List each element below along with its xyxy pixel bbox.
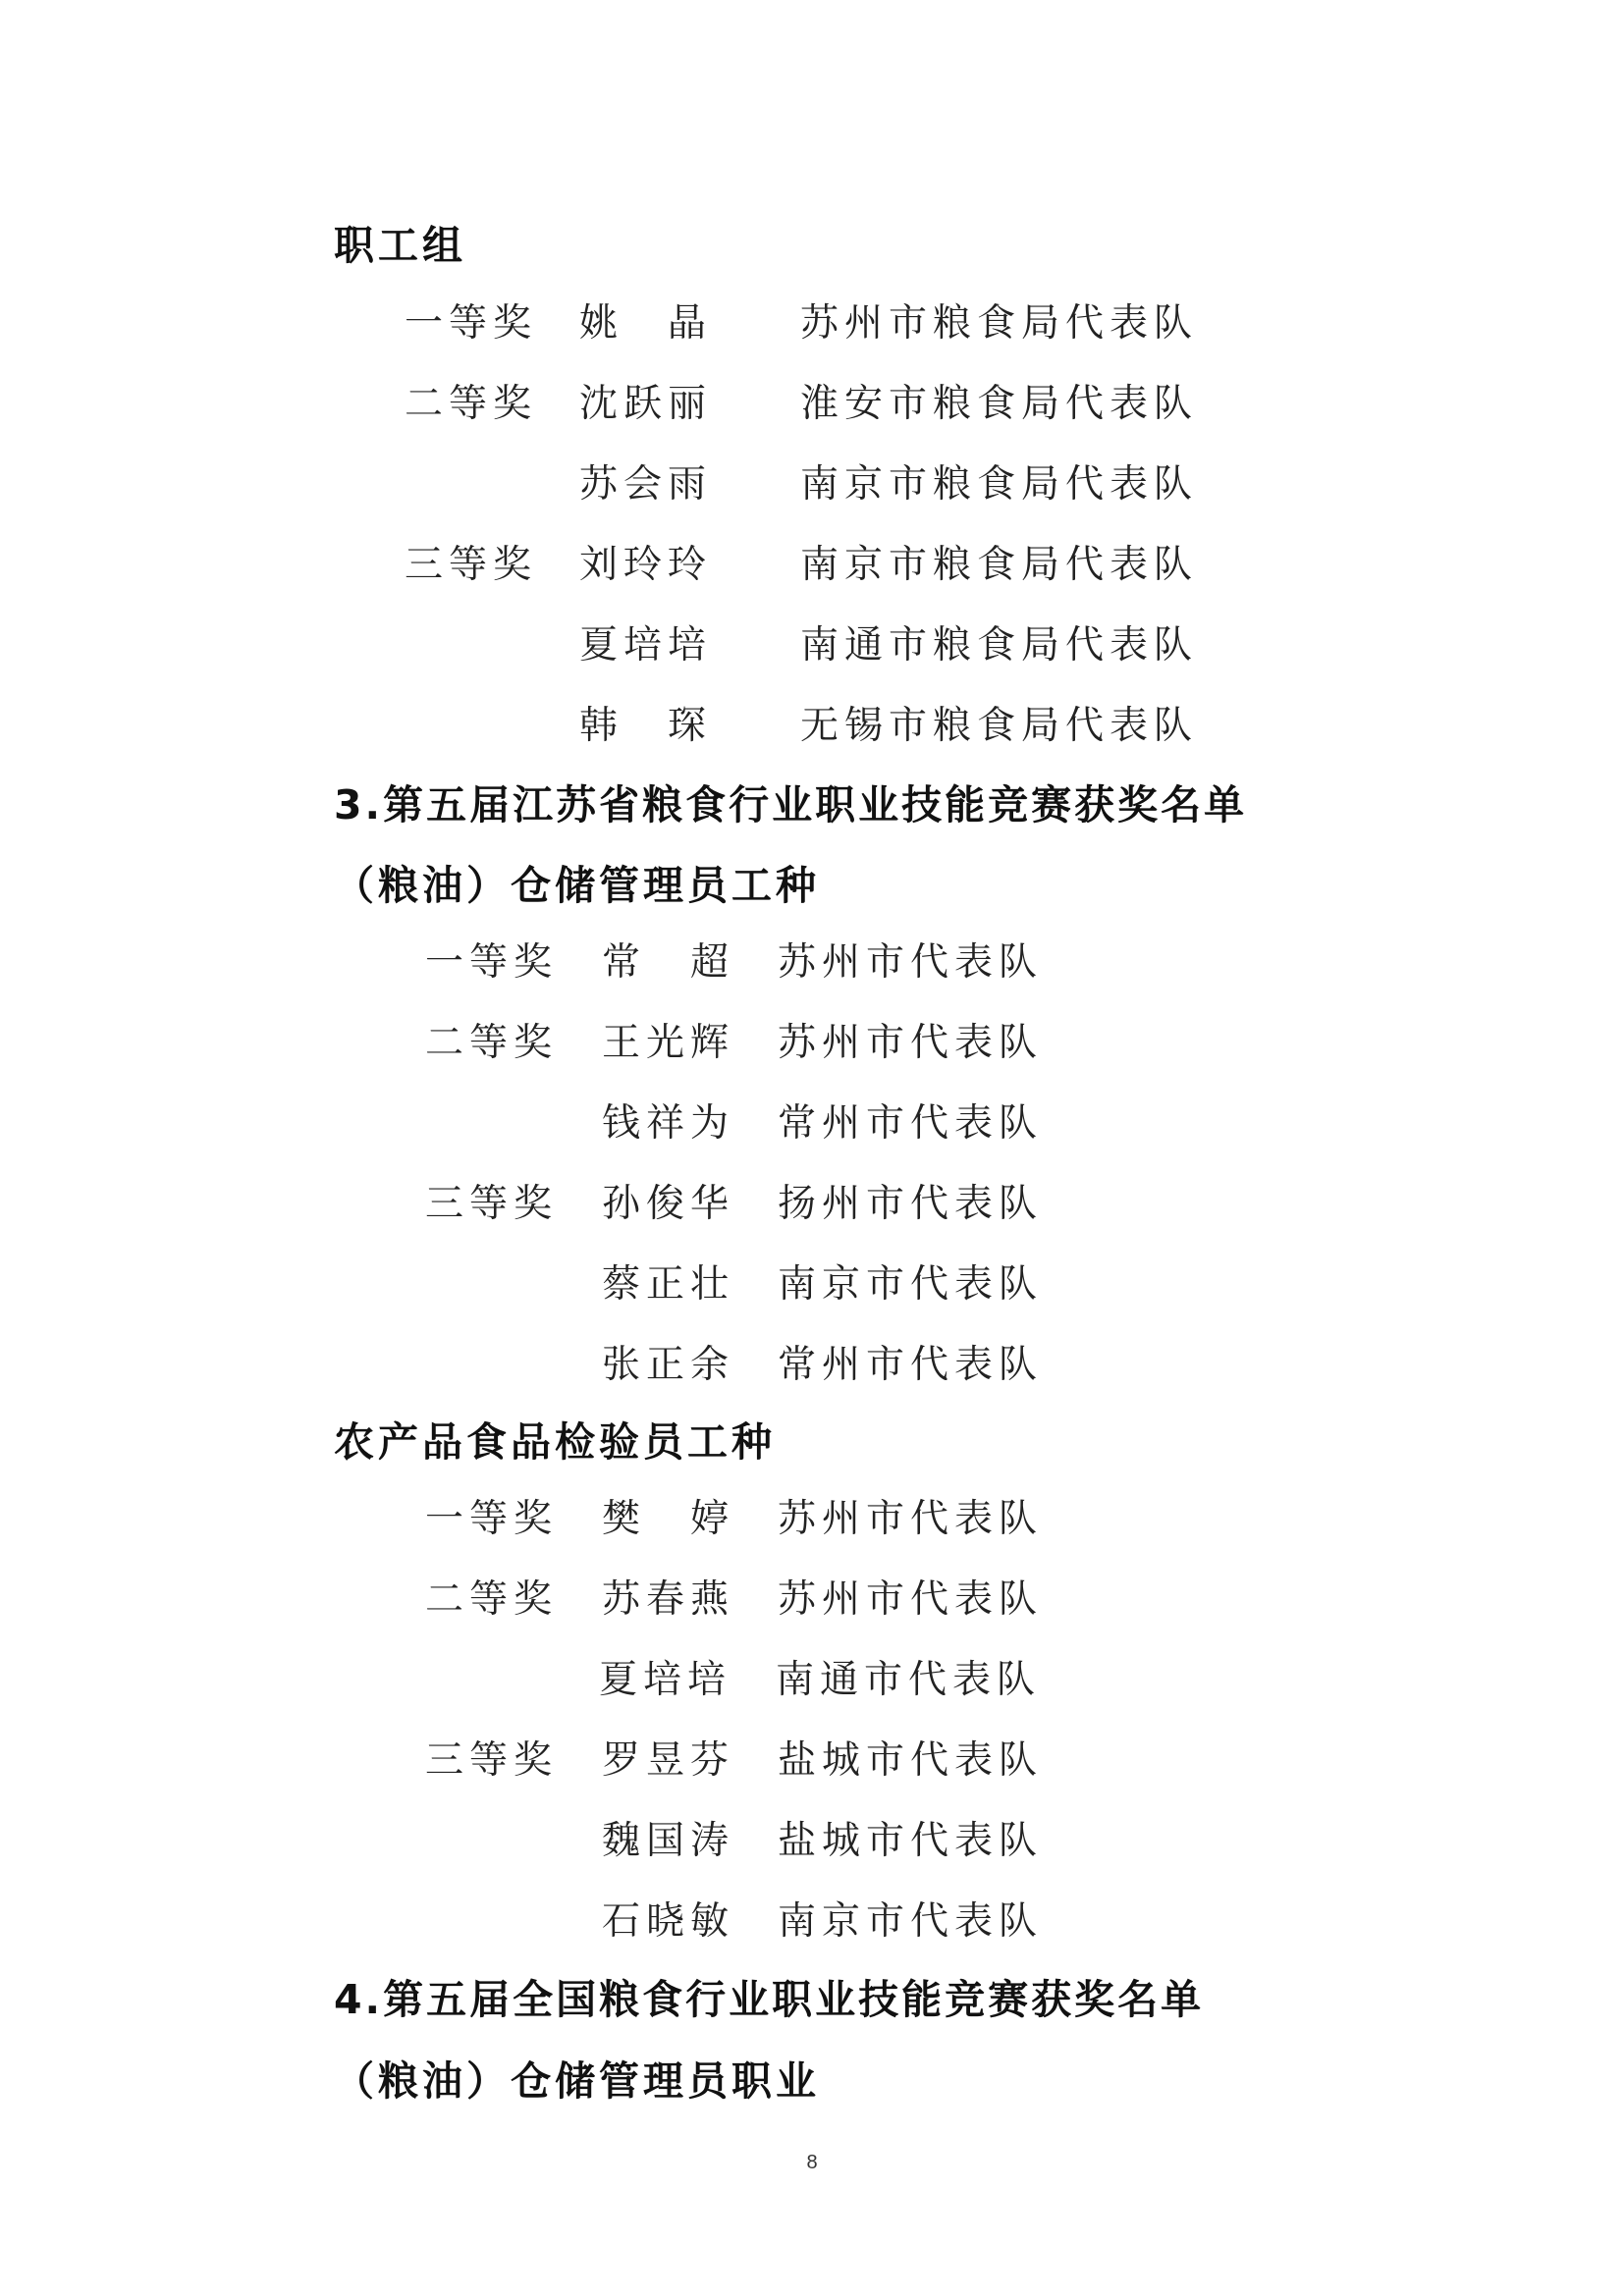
team-name: 南通市粮食局代表队 [800, 623, 1199, 667]
winner-name: 钱祥为 [602, 1101, 735, 1146]
section-heading-staff-group: 职工组 [334, 222, 466, 269]
team-name: 盐城市代表队 [778, 1819, 1044, 1863]
winner-name: 苏会雨 [579, 462, 713, 507]
team-name: 苏州市代表队 [778, 1021, 1044, 1065]
winner-name: 魏国涛 [602, 1819, 735, 1863]
team-name: 盐城市代表队 [778, 1738, 1044, 1783]
winner-name: 刘玲玲 [579, 543, 713, 587]
winner-name: 张正余 [602, 1343, 735, 1387]
team-name: 苏州市代表队 [778, 1577, 1044, 1622]
award-level: 二等奖 [425, 1021, 559, 1065]
winner-name: 沈跃丽 [579, 382, 713, 426]
page-number: 8 [806, 2152, 818, 2173]
team-name: 无锡市粮食局代表队 [800, 704, 1199, 748]
winner-name: 姚 晶 [579, 301, 713, 346]
award-level: 一等奖 [405, 301, 538, 346]
team-name: 苏州市代表队 [778, 940, 1044, 985]
winner-name: 王光辉 [602, 1021, 735, 1065]
winner-name: 苏春燕 [602, 1577, 735, 1622]
team-name: 常州市代表队 [778, 1101, 1044, 1146]
section-title-provincial-competition: 3.第五届江苏省粮食行业职业技能竞赛获奖名单 [334, 781, 1248, 828]
team-name: 淮安市粮食局代表队 [800, 382, 1199, 426]
award-level: 三等奖 [405, 543, 538, 587]
award-level: 三等奖 [425, 1182, 559, 1226]
section-heading-warehouse-manager: （粮油）仓储管理员工种 [334, 862, 820, 909]
winner-name: 韩 琛 [579, 704, 713, 748]
winner-name: 夏培培 [599, 1658, 732, 1702]
winner-name: 夏培培 [579, 623, 713, 667]
team-name: 南京市粮食局代表队 [800, 462, 1199, 507]
team-name: 南京市代表队 [778, 1262, 1044, 1307]
award-level: 一等奖 [425, 940, 559, 985]
winner-name: 石晓敏 [602, 1899, 735, 1944]
award-level: 一等奖 [425, 1497, 559, 1541]
team-name: 苏州市代表队 [778, 1497, 1044, 1541]
team-name: 南京市粮食局代表队 [800, 543, 1199, 587]
award-level: 二等奖 [405, 382, 538, 426]
winner-name: 樊 婷 [602, 1497, 735, 1541]
section-heading-food-inspector: 农产品食品检验员工种 [334, 1418, 776, 1466]
section-heading-warehouse-manager-occupation: （粮油）仓储管理员职业 [334, 2057, 820, 2105]
team-name: 扬州市代表队 [778, 1182, 1044, 1226]
award-level: 三等奖 [425, 1738, 559, 1783]
award-level: 二等奖 [425, 1577, 559, 1622]
section-title-national-competition: 4.第五届全国粮食行业职业技能竞赛获奖名单 [334, 1976, 1205, 2023]
winner-name: 常 超 [602, 940, 735, 985]
team-name: 南京市代表队 [778, 1899, 1044, 1944]
team-name: 常州市代表队 [778, 1343, 1044, 1387]
team-name: 苏州市粮食局代表队 [800, 301, 1199, 346]
winner-name: 罗昱芬 [602, 1738, 735, 1783]
winner-name: 蔡正壮 [602, 1262, 735, 1307]
team-name: 南通市代表队 [776, 1658, 1042, 1702]
winner-name: 孙俊华 [602, 1182, 735, 1226]
